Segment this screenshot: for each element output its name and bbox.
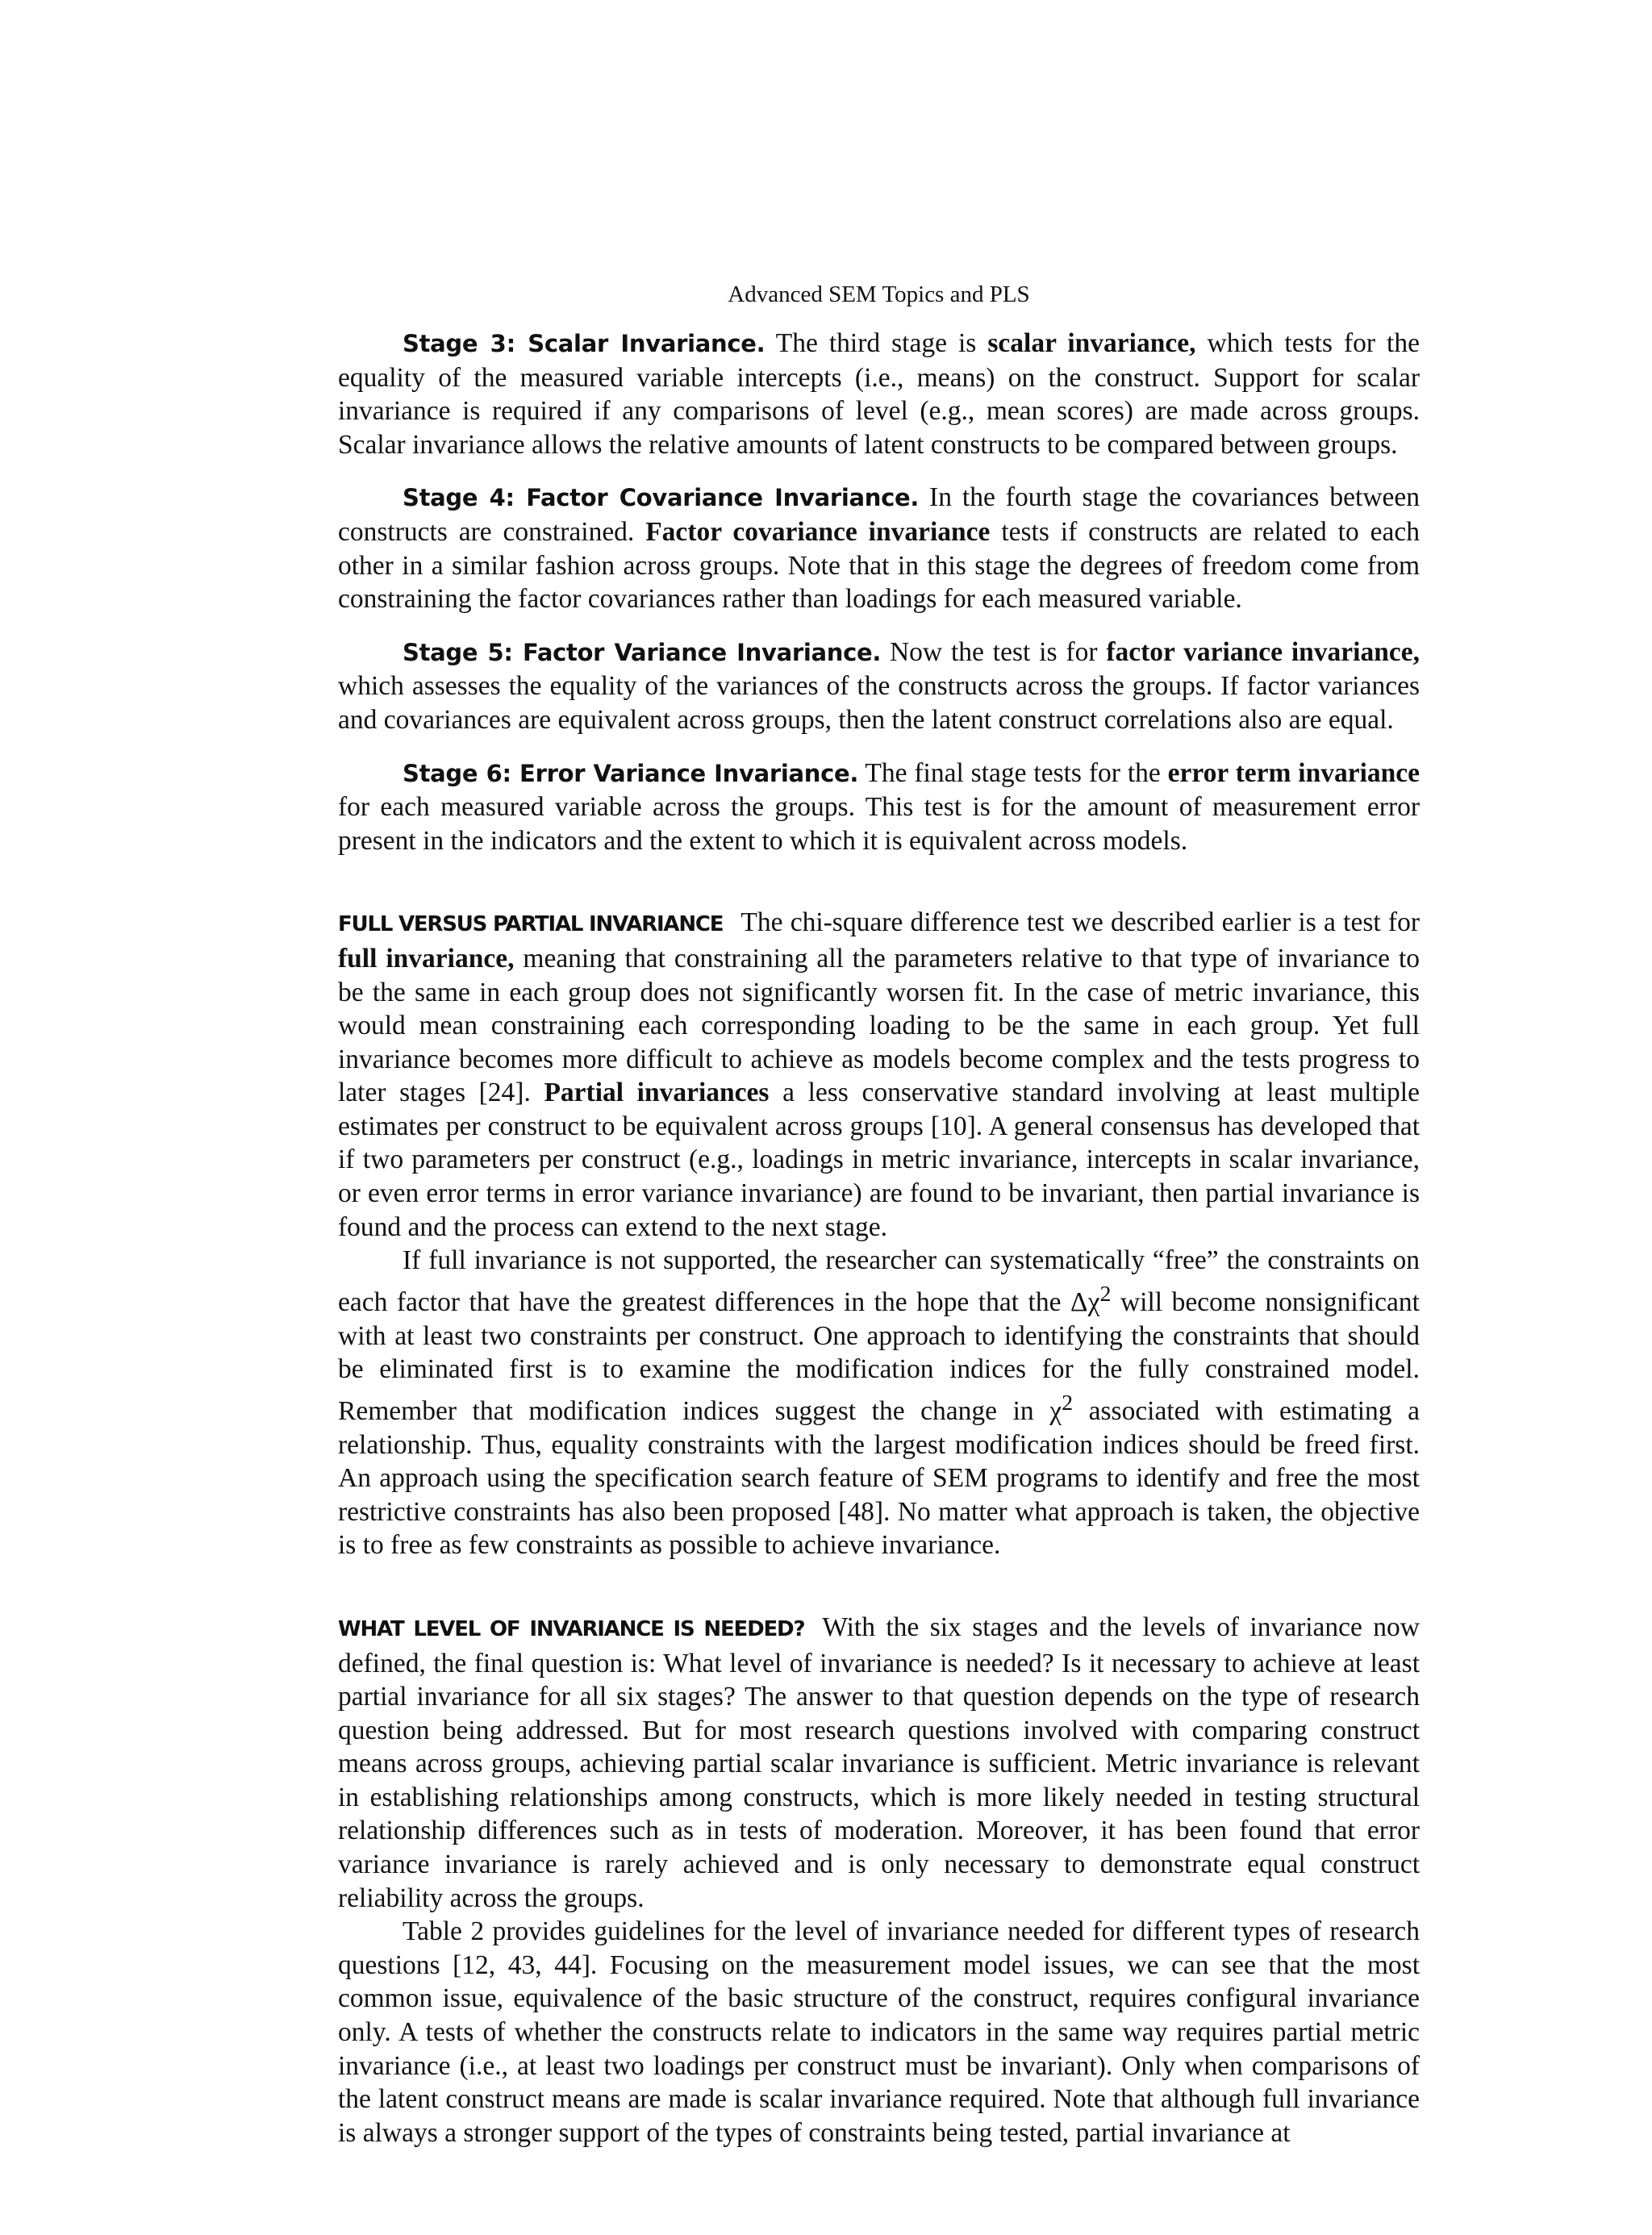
full-vs-partial-heading: FULL VERSUS PARTIAL INVARIANCE [338, 912, 724, 937]
stage-3-paragraph [338, 327, 1420, 461]
chi-symbol: χ [1049, 1395, 1062, 1426]
free-constraints-text-a: If full invariance is not supported, the researcher can systematically “free” the constraints on each factor that have the greatest differences in the hope that the [338, 1245, 1420, 1317]
stage-4-heading: Stage 4: Factor Covariance Invariance. [403, 484, 920, 512]
stage-4-term: Factor covariance invariance [645, 516, 991, 547]
stage-5-paragraph [338, 636, 1420, 737]
free-constraints-text-b: will become nonsignificant with at least two constraints per construct. One approach to identifying the constraints that should be eliminated first is to examine the modification indices for the fully constrained model. Remember that modification indices suggest the change in [338, 1287, 1420, 1426]
delta-chi-symbol: Δχ [1070, 1287, 1100, 1317]
stage-6-text-b: for each measured variable across the groups. This test is for the amount of measurement error present in the indicators and the extent to which it is equivalent across models. [338, 792, 1420, 856]
full-vs-partial-paragraph-1 [338, 906, 1420, 1244]
stage-5-text-a: Now the test is for [881, 636, 1107, 667]
free-constraints-text-c: associated with estimating a relationship. Thus, equality constraints with the largest modification indices should be freed first. An approach using the specification search feature of SEM programs to identify and free the most restrictive constraints has also been proposed [48]. No matter what approach is taken, the objective is to free as few constraints as possible to achieve invariance. [338, 1395, 1420, 1561]
stage-4-text-b: tests if constructs are related to each other in a similar fashion across groups. Note that in this stage the degrees of freedom come from constraining the factor covariances rather than loadings for each measured variable. [338, 516, 1420, 615]
stage-4-paragraph [338, 481, 1420, 615]
stage-5-text-b: which assesses the equality of the variances of the constructs across the groups. If factor variances and covariances are equivalent across groups, then the latent construct correlations also are equal. [338, 671, 1420, 735]
level-needed-paragraph-1 [338, 1611, 1420, 1915]
chi-superscript: 2 [1062, 1390, 1074, 1416]
full-vs-partial-text-a: The chi-square difference test we described earlier is a test for [740, 907, 1420, 938]
stage-3-heading: Stage 3: Scalar Invariance. [403, 330, 766, 357]
stage-3-term: scalar invariance, [987, 328, 1196, 358]
stage-3-text-b: which tests for the equality of the measured variable intercepts (i.e., means) on the construct. Support for scalar invariance is required if any comparisons of level (e.g., mean scores) are made across groups. Scalar invariance allows the relative amounts of latent constructs to be compared between groups. [338, 328, 1420, 460]
level-needed-text: With the six stages and the levels of invariance now defined, the final question is: What level of invariance is needed? Is it necessary to achieve at least partial invariance for all six stages? The answer to that question depends on the type of research question being addressed. But for most research questions involved with comparing construct means across groups, achieving partial scalar invariance is sufficient. Metric invariance is relevant in establishing relationships among constructs, which is more likely needed in testing structural relationship differences such as in tests of moderation. Moreover, it has been found that error variance invariance is rarely achieved and is only necessary to demonstrate equal construct reliability across the groups. [338, 1612, 1420, 1913]
running-head: Advanced SEM Topics and PLS [728, 281, 1030, 307]
level-needed-paragraph-2: Table 2 provides guidelines for the level of invariance needed for different types of research questions [12, 43, 44]. Focusing on the measurement model issues, we can see that the most common issue, equivalence of the basic structure of the construct, requires configural invariance only. A tests of whether the constructs relate to indicators in the same way requires partial metric invariance (i.e., at least two loadings per construct must be invariant). Only when comparisons of the latent construct means are made is scalar invariance required. Note that although full invariance is always a stronger support of the types of constraints being tested, partial invariance at [338, 1916, 1420, 2148]
level-needed-heading: WHAT LEVEL OF INVARIANCE IS NEEDED? [338, 1616, 805, 1641]
partial-invariance-term: Partial invariances [544, 1078, 770, 1108]
delta-chi-superscript: 2 [1099, 1281, 1112, 1307]
full-vs-partial-text-c: a less conservative standard involving at least multiple estimates per construct to be equivalent across groups [10]. A general consensus has developed that if two parameters per construct (e.g., loadings in metric invariance, intercepts in scalar invariance, or even error terms in error variance invariance) are found to be invariant, then partial invariance is found and the process can extend to the next stage. [338, 1078, 1420, 1242]
stage-6-text-a: The final stage tests for the [858, 757, 1168, 788]
document-page [338, 278, 1420, 2150]
full-vs-partial-paragraph-2 [338, 1244, 1420, 1562]
full-invariance-term: full invariance, [338, 943, 515, 974]
stage-6-term: error term invariance [1167, 757, 1420, 788]
full-vs-partial-text-b: meaning that constraining all the parameters relative to that type of invariance to be the same in each group does not significantly worsen fit. In the case of metric invariance, this would mean constraining each corresponding loading to be the same in each group. Yet full invariance becomes more difficult to achieve as models become complex and the tests progress to later stages [24]. [338, 943, 1420, 1108]
stage-4-text-a: In the fourth stage the covariances between constructs are constrained. [338, 482, 1420, 547]
stage-5-heading: Stage 5: Factor Variance Invariance. [403, 638, 882, 666]
stage-6-paragraph [338, 757, 1420, 858]
stage-6-heading: Stage 6: Error Variance Invariance. [403, 759, 859, 787]
stage-5-term: factor variance invariance, [1106, 636, 1420, 667]
stage-3-text-a: The third stage is [765, 328, 988, 358]
